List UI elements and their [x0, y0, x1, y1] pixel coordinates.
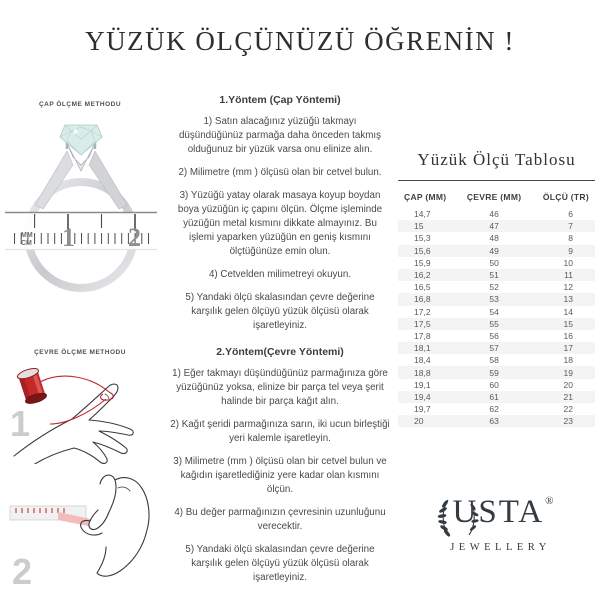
table-row: [398, 354, 595, 366]
cell-cap: 18,8: [414, 367, 431, 378]
method2-step: 1) Eğer takmayı düşündüğünüz parmağınıza göre yüzüğünüz yoksa, elinize bir parça tel veya şerit halinde bir parça kağıt alın.: [172, 368, 388, 407]
cell-cap: 16,5: [414, 282, 431, 293]
step-number-1: 1: [10, 403, 31, 444]
cell-cap: 18,4: [414, 355, 431, 366]
cell-olcu: 14: [563, 306, 573, 317]
circumference-method-illustration-label: ÇEVRE ÖLÇME METHODU: [34, 349, 126, 356]
method2-section: [170, 346, 390, 594]
diamond-icon: [60, 125, 102, 155]
cell-olcu: 21: [563, 391, 573, 402]
cell-olcu: 7: [568, 221, 573, 232]
thread-spool-icon: [16, 366, 47, 405]
cell-cevre: 58: [489, 355, 499, 366]
ruler-number-1: 1: [62, 223, 75, 252]
hand-with-thread-illustration: [8, 364, 158, 464]
table-row: [398, 245, 595, 257]
size-table-title: Yüzük Ölçü Tablosu: [417, 150, 576, 169]
table-row: [398, 391, 595, 403]
cell-olcu: 18: [563, 355, 573, 366]
column-header-cevre: ÇEVRE (MM): [466, 192, 522, 202]
hand-with-ruler-illustration: [8, 468, 158, 590]
cell-cevre: 50: [489, 257, 499, 268]
cell-olcu: 9: [568, 245, 573, 256]
cell-cap: 15,9: [414, 257, 431, 268]
cell-cevre: 63: [489, 416, 499, 427]
cell-cap: 15: [414, 221, 424, 232]
brand-subtitle: JEWELLERY: [450, 542, 551, 553]
ring-size-table: [398, 183, 595, 427]
cell-olcu: 6: [568, 209, 573, 220]
cell-cap: 17,2: [414, 306, 431, 317]
method1-step: 5) Yandaki ölçü skalasından çevre değerine karşılık gelen ölçüyü yüzük ölçüsü olarak işaretleyiniz.: [185, 292, 375, 331]
table-row: [398, 403, 595, 415]
method2-step: 3) Milimetre (mm ) ölçüsü olan bir cetvel bulun ve kağıdın işaretlediğiniz yere kadar olan kısmını ölçün.: [173, 456, 387, 495]
table-divider: [398, 180, 595, 181]
table-row: [398, 330, 595, 342]
cell-cap: 14,7: [414, 209, 431, 220]
cell-cap: 17,8: [414, 330, 431, 341]
cell-olcu: 19: [563, 367, 573, 378]
method2-heading: 2.Yöntem(Çevre Yöntemi): [216, 346, 344, 358]
method1-step: 4) Cetvelden milimetreyi okuyun.: [208, 269, 352, 280]
column-header-olcu: ÖLÇÜ (TR): [542, 192, 589, 202]
cell-cap: 19,4: [414, 391, 431, 402]
cell-olcu: 15: [563, 318, 573, 329]
cell-cevre: 59: [489, 367, 499, 378]
page-title: YÜZÜK ÖLÇÜNÜZÜ ÖĞRENİN !: [85, 26, 515, 56]
cell-cap: 16,2: [414, 270, 431, 281]
cell-cevre: 54: [489, 306, 499, 317]
method1-section: [170, 94, 390, 342]
ring-with-ruler-illustration: [5, 113, 157, 313]
table-row: [398, 318, 595, 330]
cell-cap: 15,6: [414, 245, 431, 256]
table-row: [398, 220, 595, 232]
ruler-unit-cm: CM: [21, 240, 32, 247]
cell-cevre: 62: [489, 404, 499, 415]
cell-olcu: 20: [563, 379, 573, 390]
table-row: [398, 269, 595, 281]
cell-cevre: 51: [489, 270, 499, 281]
cell-cevre: 47: [489, 221, 499, 232]
method2-step: 4) Bu değer parmağınızın çevresinin uzunluğunu verecektir.: [174, 507, 386, 532]
cell-olcu: 12: [563, 282, 573, 293]
cell-olcu: 17: [563, 343, 573, 354]
cell-olcu: 11: [564, 270, 573, 281]
column-header-cap: ÇAP (MM): [404, 192, 447, 202]
small-ruler-icon: [10, 506, 100, 528]
cell-cevre: 52: [489, 282, 499, 293]
method1-heading: 1.Yöntem (Çap Yöntemi): [219, 94, 341, 106]
thread-icon: [40, 376, 113, 424]
cell-olcu: 10: [563, 257, 573, 268]
table-row: [398, 293, 595, 305]
table-row: [398, 232, 595, 244]
cell-cap: 17,5: [414, 318, 431, 329]
brand-logo: [410, 494, 585, 553]
cell-olcu: 22: [563, 404, 573, 415]
table-row: [398, 366, 595, 378]
cell-cevre: 57: [489, 343, 499, 354]
step-number-2: 2: [12, 551, 33, 590]
size-table-section: [398, 150, 595, 427]
cell-cap: 19,1: [414, 379, 431, 390]
table-row: [398, 281, 595, 293]
cell-cap: 20: [414, 416, 424, 427]
table-row: [398, 342, 595, 354]
table-row: [398, 208, 595, 220]
table-row: [398, 379, 595, 391]
diameter-method-illustration-label: ÇAP ÖLÇME METHODU: [38, 101, 122, 108]
ruler-unit-mm: MM: [21, 232, 33, 239]
ruler-number-2: 2: [128, 223, 141, 252]
brand-name: USTA: [452, 494, 545, 530]
cell-cevre: 53: [489, 294, 499, 305]
pinching-hand-icon: [81, 475, 149, 576]
cell-cevre: 61: [489, 391, 499, 402]
cell-cap: 15,3: [414, 233, 431, 244]
registered-mark: ®: [545, 495, 554, 507]
cell-cevre: 55: [489, 318, 499, 329]
method1-step: 2) Milimetre (mm ) ölçüsü olan bir cetvel bulun.: [178, 167, 382, 178]
cell-cap: 18,1: [414, 343, 431, 354]
ring-size-table-body: [398, 208, 595, 427]
method2-step: 2) Kağıt şeridi parmağınıza sarın, iki ucun birleştiği yeri kalemle işaretleyin.: [170, 419, 390, 444]
method1-step: 1) Satın alacağınız yüzüğü takmayı düşündüğünüz parmağa daha önceden takmış olduğunuz bir yüzük varsa onu elinize alın.: [178, 116, 382, 155]
cell-cevre: 46: [489, 209, 499, 220]
table-row: [398, 257, 595, 269]
table-row: [398, 306, 595, 318]
cell-olcu: 8: [568, 233, 573, 244]
table-header-row: [398, 183, 595, 208]
table-row: [398, 415, 595, 427]
method2-step: 5) Yandaki ölçü skalasından çevre değerine karşılık gelen ölçüyü yüzük ölçüsü olarak işaretleyiniz.: [185, 544, 375, 583]
cell-olcu: 13: [563, 294, 573, 305]
cell-olcu: 23: [563, 416, 573, 427]
cell-cevre: 48: [489, 233, 499, 244]
cell-cevre: 56: [489, 330, 499, 341]
cell-cevre: 60: [489, 379, 499, 390]
cell-cevre: 49: [489, 245, 499, 256]
cell-olcu: 16: [563, 330, 573, 341]
cell-cap: 16,8: [414, 294, 431, 305]
ruler-icon: [5, 212, 157, 252]
cell-cap: 19,7: [414, 404, 431, 415]
method1-step: 3) Yüzüğü yatay olarak masaya koyup boydan boya yüzüğün iç çapını ölçün. Ölçme işleminde yüzüğün metal kısmını dikkate almayınız. Bu işlemi yaparken yüzüğün en geniş kısmını ölçtüğünüze emin olun.: [177, 190, 383, 257]
